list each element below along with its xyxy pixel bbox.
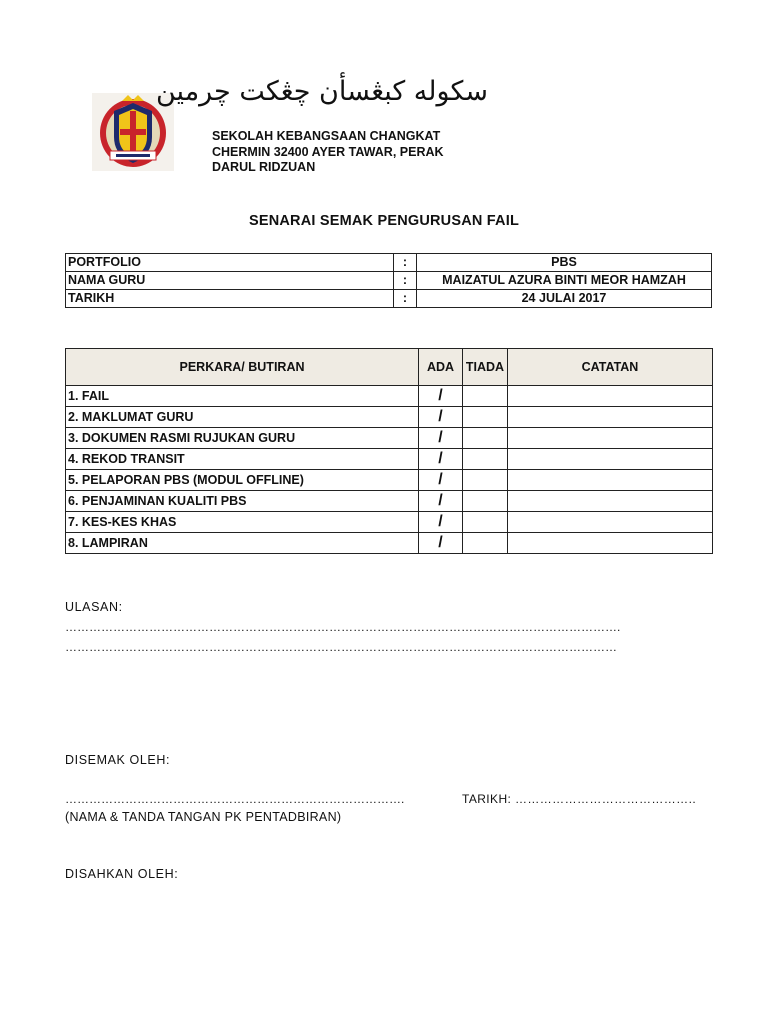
checklist-table — [65, 348, 713, 554]
page-title: SENARAI SEMAK PENGURUSAN FAIL — [248, 213, 520, 229]
ada-checkmark: / — [419, 386, 463, 407]
ada-checkmark: / — [419, 470, 463, 491]
checklist-row — [66, 491, 713, 512]
school-address — [212, 129, 444, 176]
checklist-header-row — [66, 349, 713, 386]
column-header-catatan: CATATAN — [508, 349, 713, 386]
catatan-cell — [508, 470, 713, 491]
checklist-item: 6. PENJAMINAN KUALITI PBS — [66, 491, 419, 512]
tiada-cell — [463, 407, 508, 428]
info-label: PORTFOLIO — [66, 254, 394, 272]
catatan-cell — [508, 491, 713, 512]
checklist-item: 3. DOKUMEN RASMI RUJUKAN GURU — [66, 428, 419, 449]
ada-checkmark: / — [419, 512, 463, 533]
catatan-cell — [508, 386, 713, 407]
tiada-cell — [463, 470, 508, 491]
checklist-item: 4. REKOD TRANSIT — [66, 449, 419, 470]
checklist-item: 2. MAKLUMAT GURU — [66, 407, 419, 428]
ulasan-dotted-line: ………………………………………………………………………………………………………………………… — [65, 640, 617, 654]
checklist-row — [66, 533, 713, 554]
catatan-cell — [508, 428, 713, 449]
catatan-cell — [508, 512, 713, 533]
ada-checkmark: / — [419, 407, 463, 428]
info-value: 24 JULAI 2017 — [417, 290, 712, 308]
ada-checkmark: / — [419, 533, 463, 554]
signature-dotted-line: …………………………………………………………………………. — [65, 792, 405, 806]
checklist-row — [66, 449, 713, 470]
info-row-nama-guru — [66, 272, 712, 290]
ada-checkmark: / — [419, 428, 463, 449]
info-label: NAMA GURU — [66, 272, 394, 290]
column-header-tiada: TIADA — [463, 349, 508, 386]
catatan-cell — [508, 407, 713, 428]
checklist-item: 8. LAMPIRAN — [66, 533, 419, 554]
info-value: MAIZATUL AZURA BINTI MEOR HAMZAH — [417, 272, 712, 290]
disemak-label: DISEMAK OLEH: — [65, 753, 171, 767]
school-address-line: CHERMIN 32400 AYER TAWAR, PERAK — [212, 144, 444, 159]
school-address-line: SEKOLAH KEBANGSAAN CHANGKAT — [212, 129, 441, 143]
tarikh-signature-field: TARIKH: …………………………………….. — [462, 792, 697, 806]
ada-checkmark: / — [419, 449, 463, 470]
info-separator: : — [394, 290, 417, 308]
info-table — [65, 253, 712, 308]
info-row-tarikh — [66, 290, 712, 308]
info-label: TARIKH — [66, 290, 394, 308]
ulasan-dotted-line: …………………………………………………………………………………………………………………………. — [65, 620, 621, 634]
checklist-item: 5. PELAPORAN PBS (MODUL OFFLINE) — [66, 470, 419, 491]
info-separator: : — [394, 272, 417, 290]
school-address-line: DARUL RIDZUAN — [212, 160, 316, 174]
signature-caption: (NAMA & TANDA TANGAN PK PENTADBIRAN) — [65, 810, 342, 824]
tiada-cell — [463, 386, 508, 407]
catatan-cell — [508, 533, 713, 554]
tiada-cell — [463, 533, 508, 554]
checklist-item: 1. FAIL — [66, 386, 419, 407]
tiada-cell — [463, 491, 508, 512]
tiada-cell — [463, 428, 508, 449]
checklist-item: 7. KES-KES KHAS — [66, 512, 419, 533]
tiada-cell — [463, 512, 508, 533]
column-header-item: PERKARA/ BUTIRAN — [66, 349, 419, 386]
checklist-row — [66, 470, 713, 491]
checklist-row — [66, 386, 713, 407]
checklist-row — [66, 428, 713, 449]
checklist-row — [66, 407, 713, 428]
info-separator: : — [394, 254, 417, 272]
checklist-row — [66, 512, 713, 533]
column-header-ada: ADA — [419, 349, 463, 386]
jawi-school-name: سکوله کبڠسأن چڠکت چرمين — [156, 76, 488, 107]
tiada-cell — [463, 449, 508, 470]
ada-checkmark: / — [419, 491, 463, 512]
catatan-cell — [508, 449, 713, 470]
info-row-portfolio — [66, 254, 712, 272]
disahkan-label: DISAHKAN OLEH: — [65, 867, 179, 881]
ulasan-label: ULASAN: — [65, 600, 123, 614]
info-value: PBS — [417, 254, 712, 272]
